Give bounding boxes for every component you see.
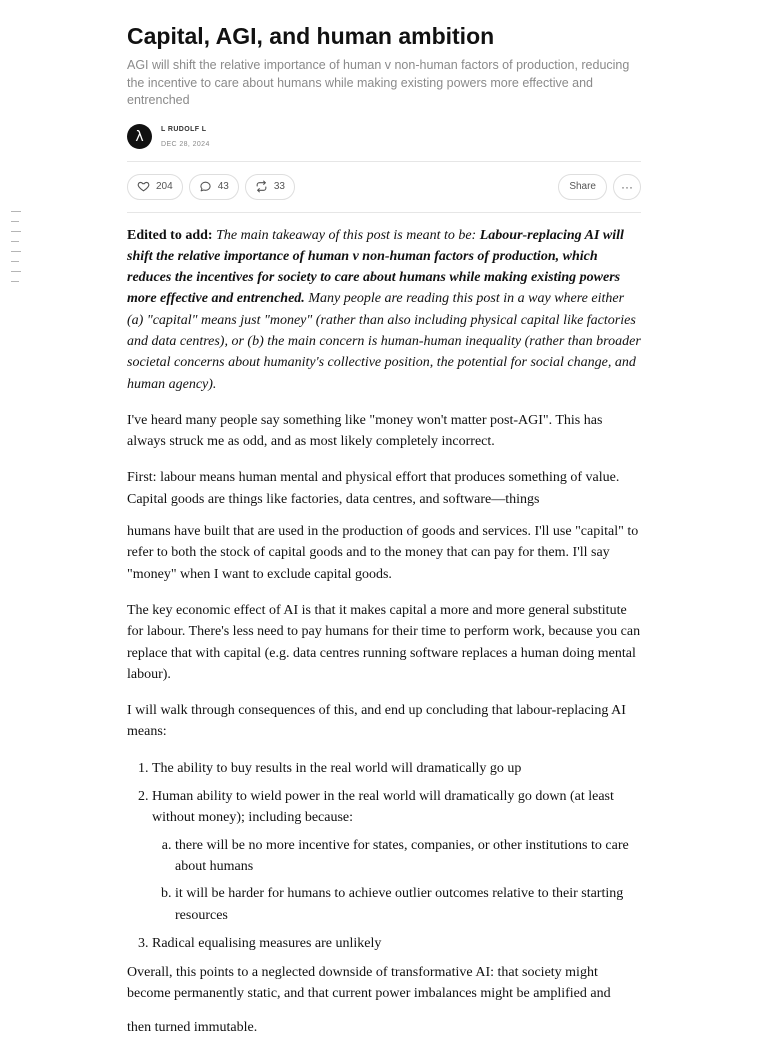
paragraph: I will walk through consequences of this, and end up concluding that labour-replacing AI means:: [127, 703, 626, 740]
paragraph: humans have built that are used in the production of goods and services. I'll use "capital" to refer to both the stock of capital goods and to the money that can pay for them. I'll say "money" when I want to exclude capital goods.: [127, 524, 639, 582]
share-button[interactable]: Share: [558, 174, 607, 200]
list-item: 3. Radical equalising measures are unlikely: [152, 933, 641, 954]
toc-dash[interactable]: [11, 211, 21, 212]
heart-icon: [137, 180, 150, 193]
post-title: Capital, AGI, and human ambition: [127, 23, 495, 49]
edit-note-emphasis: Labour-replacing AI will shift the relative importance of human v non-human factors of production, which reduces the incentives for society to care about humans while making existing powers more effective and entrenched.: [127, 227, 624, 307]
post-date: DEC 28, 2024: [161, 140, 210, 148]
consequences-list: [127, 758, 641, 954]
comment-button[interactable]: [189, 174, 239, 200]
paragraph: then turned immutable.: [127, 1019, 258, 1035]
post-article: [127, 22, 641, 1053]
restack-count: 33: [273, 181, 285, 192]
like-button[interactable]: [127, 174, 183, 200]
list-item: [152, 786, 641, 926]
sub-list: [152, 835, 641, 926]
sub-list-item: a. there will be no more incentive for states, companies, or other institutions to care about humans: [175, 835, 641, 878]
paragraph: First: labour means human mental and physical effort that produces something of value. Capital goods are things like factories, data centres, and software—things: [127, 470, 620, 507]
toc-dash[interactable]: [11, 271, 21, 272]
author-avatar[interactable]: [127, 124, 152, 149]
paragraph: I've heard many people say something like "money won't matter post-AGI". This has always struck me as odd, and as most likely completely incorrect.: [127, 412, 603, 450]
edit-note-rest: Many people are reading this post in a way where either (a) "capital" means just "money" (rather than also including physical capital like factories and data centres), or (b) the main concern is human-human inequality (rather than broader societal concerns about humanity's collective position, the potential for social change, and human agency).: [127, 291, 641, 392]
toc-dash[interactable]: [11, 221, 19, 222]
toc-dash[interactable]: [11, 241, 19, 242]
toc-dash[interactable]: [11, 231, 21, 232]
paragraph: Overall, this points to a neglected downside of transformative AI: that society might become permanently static, and that current power imbalances might be amplified and: [127, 965, 611, 1002]
author-name[interactable]: L RUDOLF L: [161, 125, 207, 133]
toc-dash[interactable]: [11, 261, 19, 262]
edit-note-lead: Edited to add:: [127, 227, 213, 243]
list-item-text: Human ability to wield power in the real world will dramatically go down (at least without money); including because:: [152, 789, 614, 826]
avatar-glyph: λ: [135, 128, 144, 145]
more-options-button[interactable]: ···: [613, 174, 641, 200]
sub-list-item: b. it will be harder for humans to achieve outlier outcomes relative to their starting resources: [175, 883, 641, 926]
restack-icon: [255, 180, 268, 193]
paragraph: The key economic effect of AI is that it makes capital a more and more general substitute for labour. There's less need to pay humans for their time to perform work, because you can replace that with capital (e.g. data centres running software replaces a human doing mental labour).: [127, 602, 641, 682]
byline: [127, 122, 641, 152]
post-subtitle: AGI will shift the relative importance of human v non-human factors of production, reducing the incentive to care about humans while making existing powers more effective and entrenched: [127, 58, 630, 107]
table-of-contents-rail[interactable]: [11, 211, 21, 291]
comment-bubble-icon: [199, 180, 212, 193]
toc-dash[interactable]: [11, 281, 19, 282]
post-action-bar: [127, 162, 641, 212]
divider: [127, 212, 641, 213]
like-count: 204: [156, 181, 173, 192]
byline-text: [161, 126, 210, 148]
toc-dash[interactable]: [11, 251, 21, 252]
list-item: 1. The ability to buy results in the real world will dramatically go up: [152, 758, 641, 779]
edit-note-intro: The main takeaway of this post is meant to be:: [212, 227, 480, 243]
comment-count: 43: [217, 181, 229, 192]
restack-button[interactable]: [245, 174, 295, 200]
post-body: [127, 225, 641, 1039]
edit-note-paragraph: [127, 225, 641, 395]
